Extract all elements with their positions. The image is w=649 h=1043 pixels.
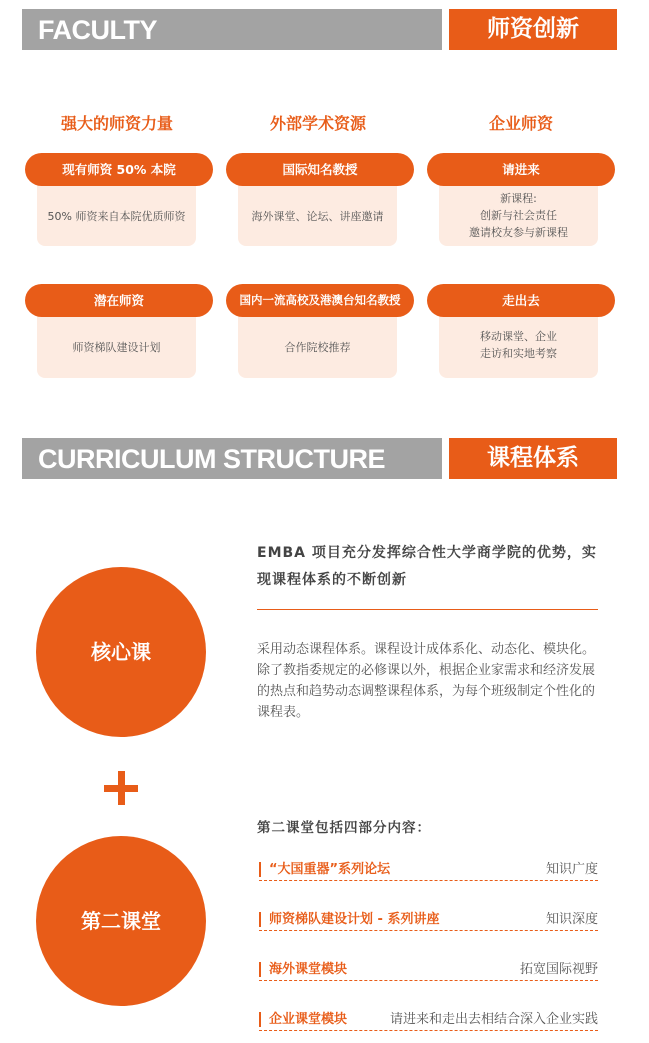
module-desc: 拓宽国际视野	[519, 962, 598, 977]
module-name: 师资梯队建设计划 - 系列讲座	[269, 912, 440, 927]
faculty-card-text: 50% 师资来自本院优质师资	[47, 210, 186, 223]
curriculum-description: 采用动态课程体系。课程设计成体系化、动态化、模块化。除了教指委规定的必修课以外，根据企业家需求和经济发展的热点和趋势动态调整课程体系，为每个班级制定个性化的课程表。	[257, 642, 596, 720]
module-marker	[259, 1012, 261, 1027]
faculty-card-label: 现有师资 50% 本院	[25, 153, 213, 186]
module-item	[259, 906, 598, 931]
module-item	[259, 956, 598, 981]
second-classroom-intro: 第二课堂包括四部分内容：	[257, 820, 431, 836]
curriculum-intro: EMBA 项目充分发挥综合性大学商学院的优势，实现课程体系的不断创新	[257, 545, 597, 588]
module-name: 海外课堂模块	[269, 962, 348, 977]
faculty-card-text: 新课程: 创新与社会责任 邀请校友参与新课程	[469, 192, 568, 239]
faculty-header-cn: 师资创新	[449, 9, 617, 50]
faculty-card-label: 国内一流高校及港澳台知名教授	[226, 284, 414, 317]
module-name: “大国重器”系列论坛	[269, 862, 391, 877]
module-item	[259, 1006, 598, 1031]
module-item	[259, 856, 598, 881]
faculty-header	[22, 9, 617, 50]
curriculum-header-en: CURRICULUM STRUCTURE	[38, 444, 385, 474]
curriculum-header-cn: 课程体系	[449, 438, 617, 479]
curriculum-header	[22, 438, 617, 479]
faculty-card-label: 潜在师资	[25, 284, 213, 317]
faculty-card-text: 海外课堂、论坛、讲座邀请	[251, 210, 384, 223]
module-marker	[259, 862, 261, 877]
column-title-enterprise-faculty: 企业师资	[488, 114, 553, 133]
module-desc: 知识深度	[545, 912, 598, 927]
faculty-card-text: 师资梯队建设计划	[72, 341, 161, 354]
divider	[257, 609, 598, 610]
plus-icon-vertical	[118, 771, 125, 805]
column-title-external-academic: 外部学术资源	[269, 114, 366, 133]
faculty-card-label: 请进来	[427, 153, 615, 186]
module-marker	[259, 962, 261, 977]
faculty-header-en-band	[22, 9, 442, 50]
faculty-header-en: FACULTY	[38, 15, 157, 45]
faculty-card-text: 合作院校推荐	[284, 341, 351, 354]
module-marker	[259, 912, 261, 927]
faculty-card-label: 走出去	[427, 284, 615, 317]
faculty-card-text: 移动课堂、企业 走访和实地考察	[480, 330, 557, 360]
module-name: 企业课堂模块	[269, 1012, 348, 1027]
curriculum-header-en-band	[22, 438, 442, 479]
module-desc: 请进来和走出去相结合深入企业实践	[389, 1012, 598, 1027]
module-desc: 知识广度	[545, 862, 598, 877]
second-classroom-circle: 第二课堂	[36, 836, 206, 1006]
core-course-circle: 核心课	[36, 567, 206, 737]
faculty-card-label: 国际知名教授	[226, 153, 414, 186]
column-title-faculty-strength: 强大的师资力量	[60, 114, 173, 133]
